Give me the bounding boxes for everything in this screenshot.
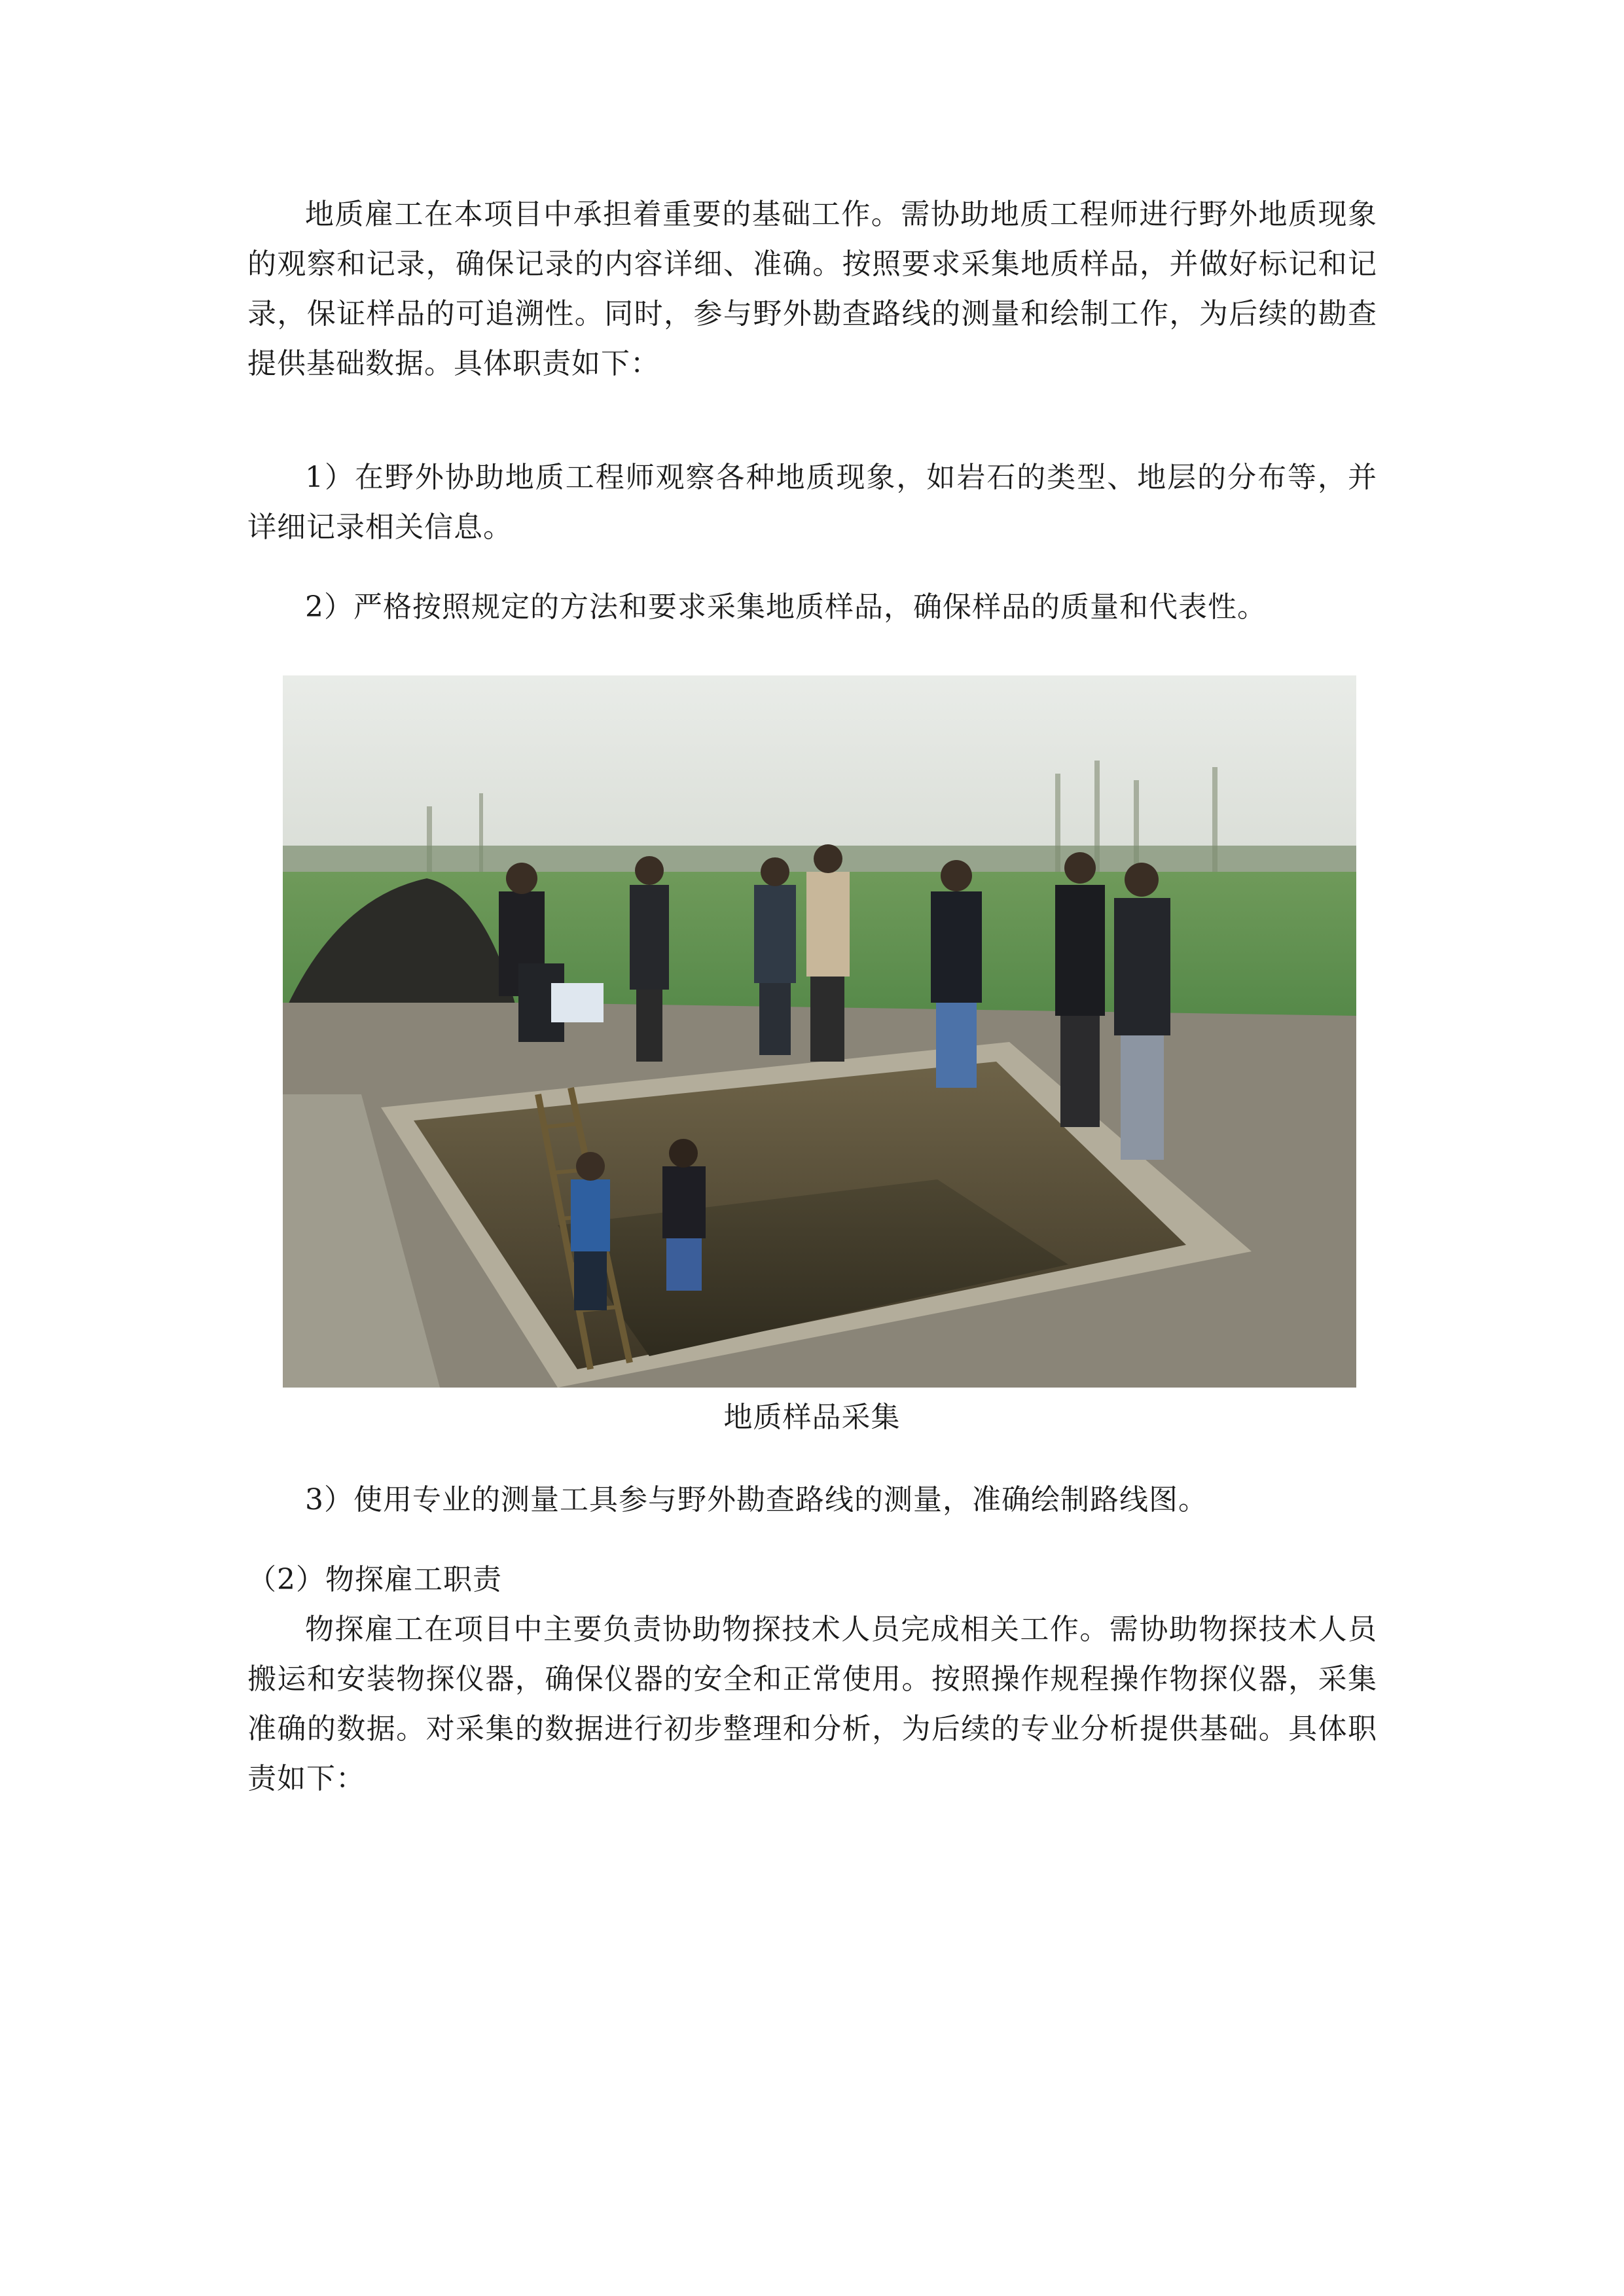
section-heading-geophysics-worker: （2）物探雇工职责	[247, 1563, 502, 1596]
figure-sample-collection-photo	[283, 675, 1356, 1388]
figure-caption: 地质样品采集	[723, 1401, 901, 1434]
paragraph-geophysics-worker-intro: 物探雇工在项目中主要负责协助物探技术人员完成相关工作。需协助物探技术人员搬运和安装物探仪器，确保仪器的安全和正常使用。按照操作规程操作物探仪器，采集准确的数据。对采集的数据进行初步整理和分析，为后续的专业分析提供基础。具体职责如下：	[247, 1613, 1377, 1795]
paragraph-duty-1: 1）在野外协助地质工程师观察各种地质现象，如岩石的类型、地层的分布等，并详细记录相关信息。	[247, 461, 1377, 544]
paragraph-duty-3: 3）使用专业的测量工具参与野外勘查路线的测量，准确绘制路线图。	[305, 1483, 1208, 1516]
paragraph-duty-2: 2）严格按照规定的方法和要求采集地质样品，确保样品的质量和代表性。	[305, 590, 1267, 624]
photo-field-pit	[283, 675, 1356, 1388]
paragraph-geology-worker-intro: 地质雇工在本项目中承担着重要的基础工作。需协助地质工程师进行野外地质现象的观察和记录，确保记录的内容详细、准确。按照要求采集地质样品，并做好标记和记录，保证样品的可追溯性。同时，参与野外勘查路线的测量和绘制工作，为后续的勘查提供基础数据。具体职责如下：	[247, 198, 1377, 380]
